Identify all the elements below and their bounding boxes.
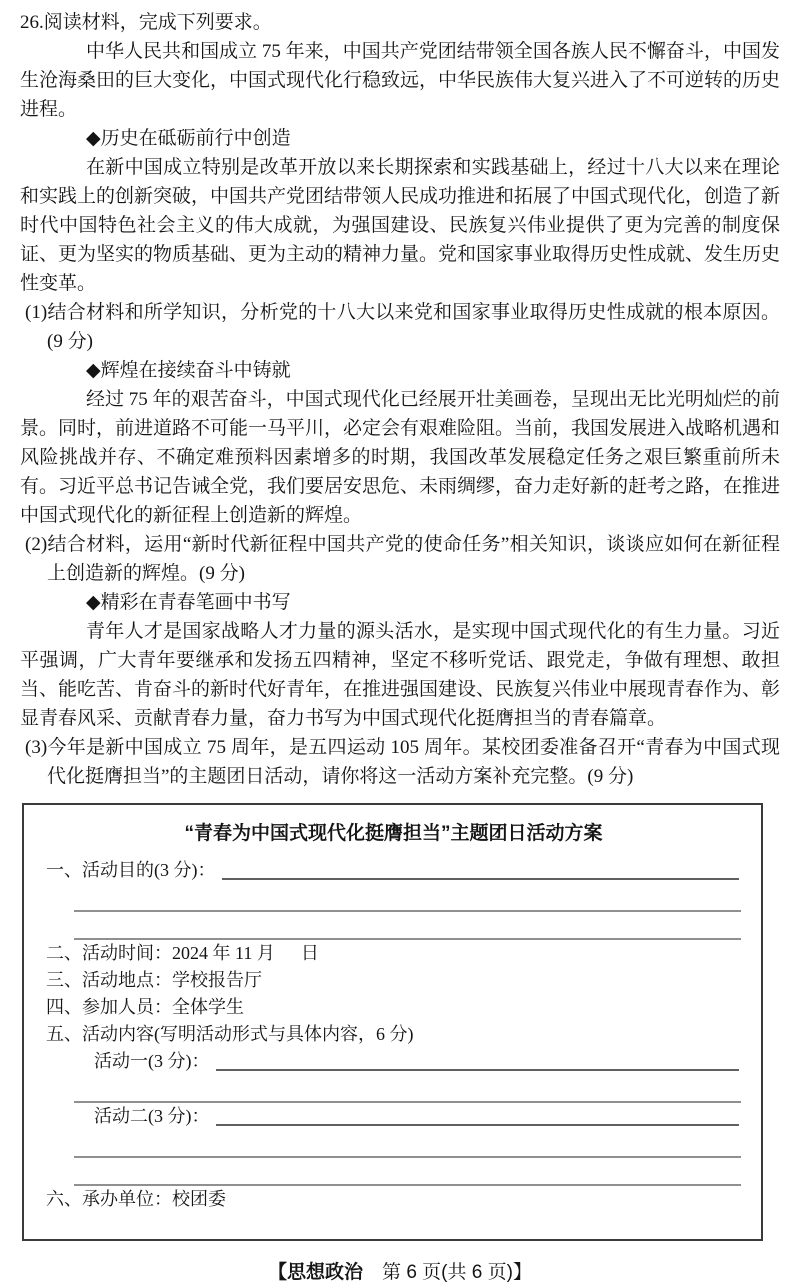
plan-activity-2 xyxy=(94,1103,741,1130)
sub-question-2: (2)结合材料，运用“新时代新征程中国共产党的使命任务”相关知识，谈谈应如何在新征程上创造新的辉煌。(9 分) xyxy=(25,534,780,584)
plan-item-place: 三、活动地点：学校报告厅 xyxy=(46,970,262,990)
answer-blank-line xyxy=(74,912,741,940)
plan-item-time xyxy=(46,940,741,967)
question-number: 26. xyxy=(20,12,44,33)
footer-page-info: 第 6 页(共 6 页)】 xyxy=(363,1262,532,1283)
section-header-1: ◆历史在砥砺前行中创造 xyxy=(86,128,291,149)
sub-question-3: (3)今年是新中国成立 75 周年，是五四运动 105 周年。某校团委准备召开“青春为中国式现代化挺膺担当”的主题团日活动，请你将这一活动方案补充完整。(9 分) xyxy=(25,737,780,787)
question-intro: 阅读材料，完成下列要求。 xyxy=(43,12,272,33)
plan-activity-1-label: 活动一(3 分)： xyxy=(94,1051,210,1071)
plan-item-purpose xyxy=(46,857,741,884)
activity-plan-box xyxy=(22,803,763,1241)
answer-blank-line xyxy=(74,884,741,912)
plan-activity-1 xyxy=(94,1048,741,1075)
material-paragraph-1: 中华人民共和国成立 75 年来，中国共产党团结带领全国各族人民不懈奋斗，中国发生沧海桑田的巨大变化，中国式现代化行稳致远，中华民族伟大复兴进入了不可逆转的历史进程。 xyxy=(20,41,781,120)
sub-question-1: (1)结合材料和所学知识，分析党的十八大以来党和国家事业取得历史性成就的根本原因。(9 分) xyxy=(25,302,780,352)
plan-title: “青春为中国式现代化挺膺担当”主题团日活动方案 xyxy=(184,823,603,844)
plan-item-time-label: 二、活动时间：2024 年 11 月 xyxy=(46,943,275,963)
answer-blank-line xyxy=(216,1049,740,1071)
material-paragraph-4: 青年人才是国家战略人才力量的源头活水，是实现中国式现代化的有生力量。习近平强调，广大青年要继承和发扬五四精神，坚定不移听党话、跟党走，争做有理想、敢担当、能吃苦、肯奋斗的新时代好青年，在推进强国建设、民族复兴伟业中展现青春作为、彰显青春风采、贡献青春力量，奋力书写为中国式现代化挺膺担当的青春篇章。 xyxy=(20,621,781,729)
material-paragraph-2: 在新中国成立特别是改革开放以来长期探索和实践基础上，经过十八大以来在理论和实践上的创新突破，中国共产党团结带领人民成功推进和拓展了中国式现代化，创造了新时代中国特色社会主义的伟大成就，为强国建设、民族复兴伟业提供了更为完善的制度保证、更为坚实的物质基础、更为主动的精神力量。党和国家事业取得历史性成就、发生历史性变革。 xyxy=(20,157,781,294)
footer-subject: 【思想政治 xyxy=(268,1262,364,1283)
plan-item-participants: 四、参加人员：全体学生 xyxy=(46,997,244,1017)
plan-item-time-day: 日 xyxy=(300,943,319,963)
answer-blank-line xyxy=(74,1158,741,1186)
answer-blank-line xyxy=(74,1130,741,1158)
answer-blank-line xyxy=(74,1075,741,1103)
material-paragraph-3: 经过 75 年的艰苦奋斗，中国式现代化已经展开壮美画卷，呈现出无比光明灿烂的前景。同时，前进道路不可能一马平川，必定会有艰难险阻。当前，我国发展进入战略机遇和风险挑战并存、不确定难预料因素增多的时期，我国改革发展稳定任务之艰巨繁重前所未有。习近平总书记告诫全党，我们要居安思危、未雨绸缪，奋力走好新的赶考之路，在推进中国式现代化的新征程上创造新的辉煌。 xyxy=(20,389,781,526)
plan-activity-2-label: 活动二(3 分)： xyxy=(94,1106,210,1126)
plan-item-organizer: 六、承办单位：校团委 xyxy=(46,1189,226,1209)
section-header-3: ◆精彩在青春笔画中书写 xyxy=(86,592,291,613)
page-footer xyxy=(20,1261,780,1285)
plan-item-content: 五、活动内容(写明活动形式与具体内容，6 分) xyxy=(46,1024,414,1044)
question-26 xyxy=(20,8,780,791)
answer-blank-line xyxy=(222,858,740,880)
section-header-2: ◆辉煌在接续奋斗中铸就 xyxy=(86,360,291,381)
question-stem xyxy=(20,8,780,37)
answer-blank-line xyxy=(216,1104,740,1126)
plan-item-purpose-label: 一、活动目的(3 分)： xyxy=(46,860,216,880)
